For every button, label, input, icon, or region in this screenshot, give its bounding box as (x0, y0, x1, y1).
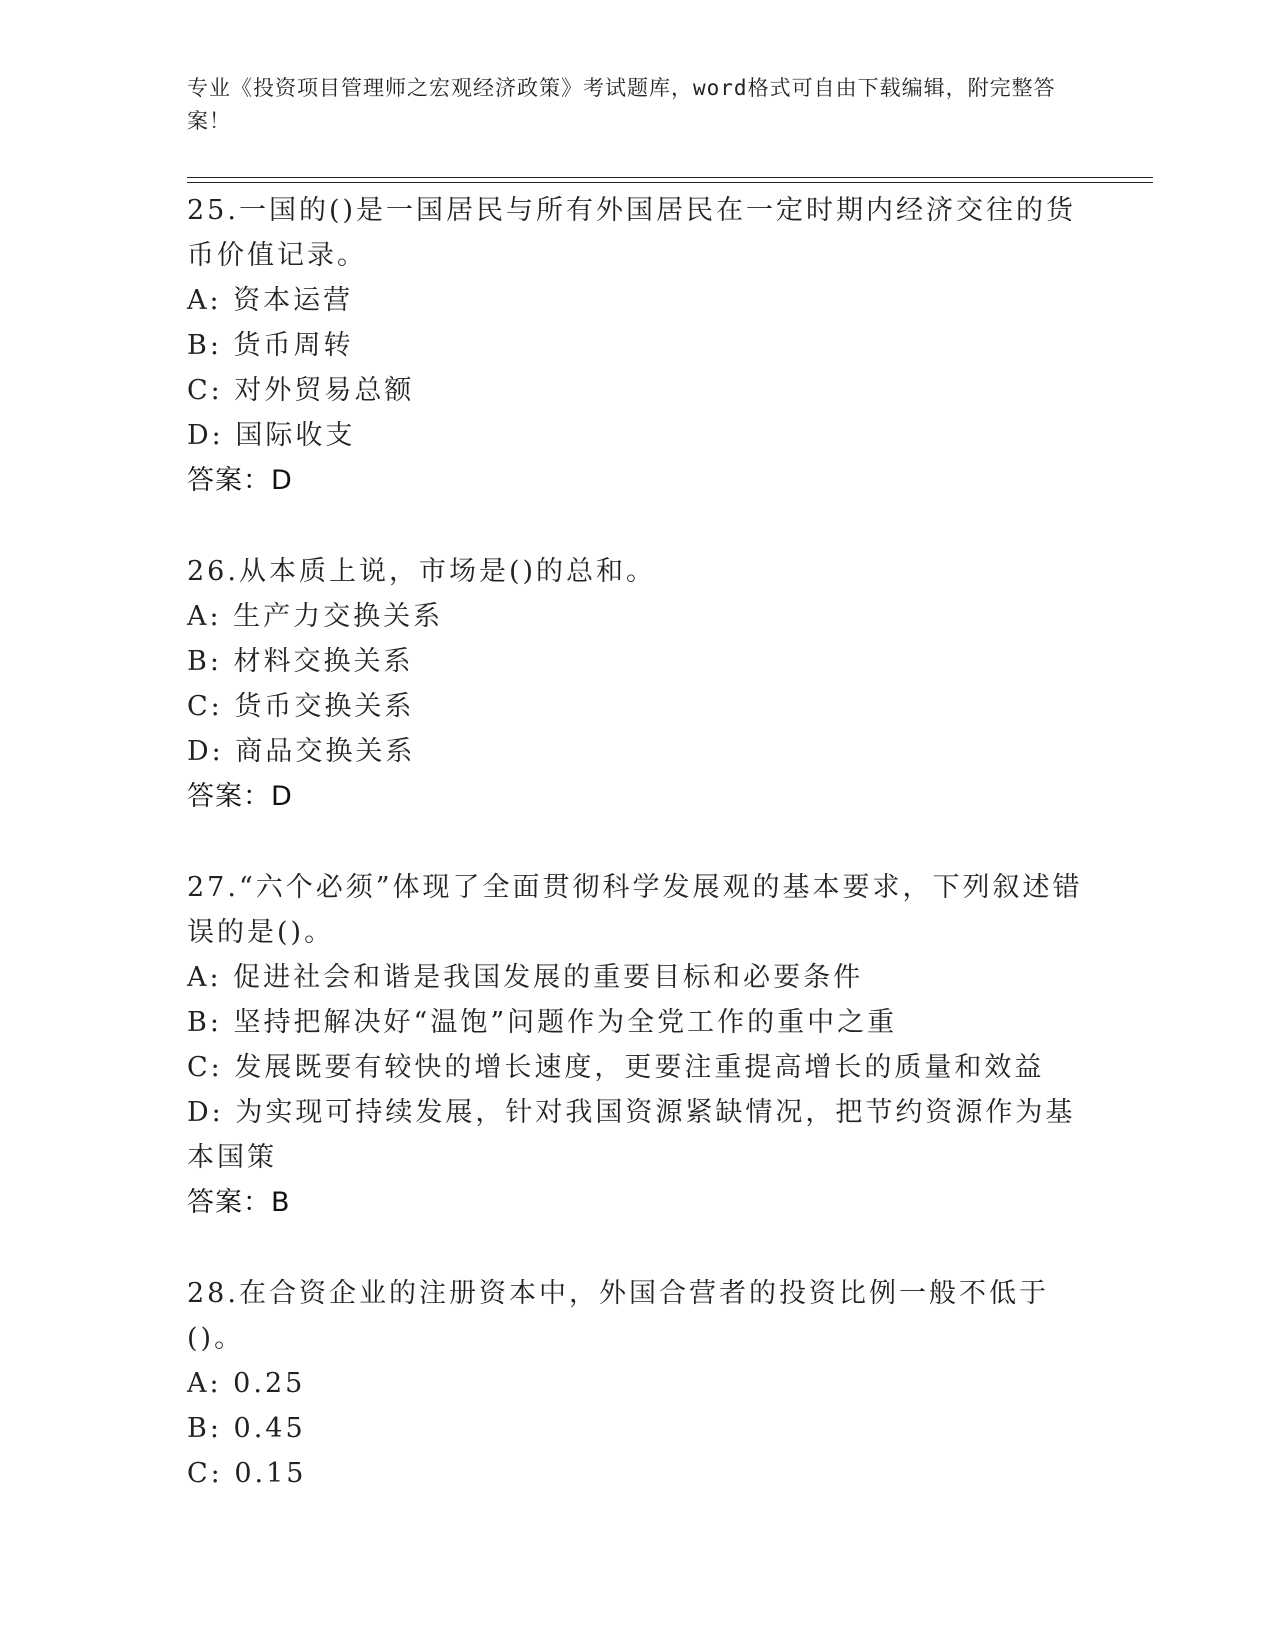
question-spacer (187, 819, 1087, 865)
option-a: A: 资本运营 (187, 285, 354, 316)
option-b: B: 0.45 (187, 1413, 306, 1444)
option-a: A: 0.25 (187, 1368, 306, 1399)
question-stem: 25.一国的()是一国居民与所有外国居民在一定时期内经济交往的货币价值记录。 (187, 195, 1077, 271)
option-d: D: 为实现可持续发展，针对我国资源紧缺情况，把节约资源作为基本国策 (187, 1097, 1076, 1173)
document-header: 专业《投资项目管理师之宏观经济政策》考试题库，word格式可自由下载编辑，附完整答案！ (187, 76, 1056, 133)
option-c: C: 0.15 (187, 1458, 307, 1489)
question-list (187, 188, 1087, 1496)
question-spacer (187, 503, 1087, 549)
answer-label: 答案：D (187, 465, 293, 496)
option-b: B: 坚持把解决好“温饱”问题作为全党工作的重中之重 (187, 1007, 898, 1038)
option-a: A: 生产力交换关系 (187, 601, 444, 632)
header-divider-top (187, 177, 1153, 178)
answer-label: 答案：B (187, 1187, 291, 1218)
option-d: D: 商品交换关系 (187, 736, 416, 767)
question-spacer (187, 1225, 1087, 1271)
question-stem: 26.从本质上说，市场是()的总和。 (187, 556, 657, 587)
question-26 (187, 549, 1087, 819)
option-c: C: 对外贸易总额 (187, 375, 415, 406)
option-b: B: 货币周转 (187, 330, 354, 361)
question-stem: 27.“六个必须”体现了全面贯彻科学发展观的基本要求，下列叙述错误的是()。 (187, 872, 1083, 948)
option-b: B: 材料交换关系 (187, 646, 414, 677)
answer-label: 答案：D (187, 781, 293, 812)
header-divider-bottom (187, 182, 1153, 183)
option-c: C: 发展既要有较快的增长速度，更要注重提高增长的质量和效益 (187, 1052, 1045, 1083)
question-27 (187, 865, 1087, 1225)
option-d: D: 国际收支 (187, 420, 356, 451)
question-stem: 28.在合资企业的注册资本中，外国合营者的投资比例一般不低于()。 (187, 1278, 1049, 1354)
question-28 (187, 1271, 1087, 1496)
option-a: A: 促进社会和谐是我国发展的重要目标和必要条件 (187, 962, 864, 993)
option-c: C: 货币交换关系 (187, 691, 415, 722)
question-25 (187, 188, 1087, 503)
